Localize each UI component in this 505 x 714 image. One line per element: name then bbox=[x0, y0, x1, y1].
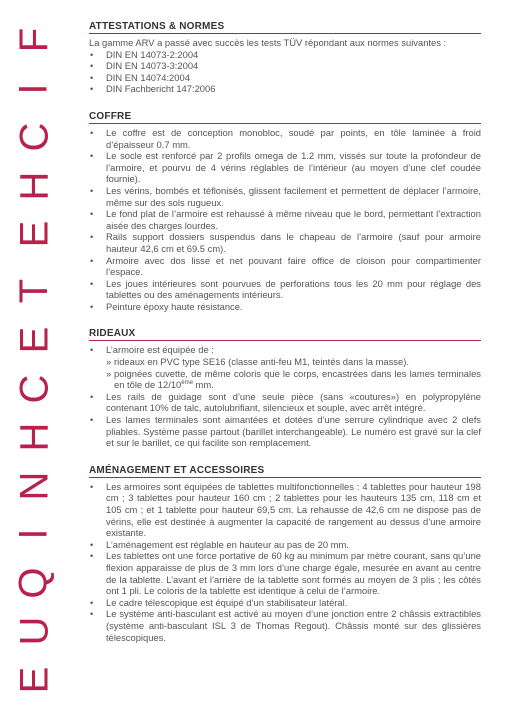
list-item: • Les lames terminales sont aimantées et dotées d’une serrure cylindrique avec 2 clefs pliables. Système passe partout (barillet interchangeable). Le numéro est gravé sur la clef et sur le barillet, ce qui facilite son remplacement. bbox=[89, 414, 481, 449]
list-item bbox=[89, 344, 481, 356]
list-item: • DIN EN 14074:2004 bbox=[89, 72, 481, 84]
side-title bbox=[4, 20, 64, 700]
section-attestations bbox=[89, 21, 481, 95]
section-rideaux bbox=[89, 328, 481, 448]
list-item: • Peinture époxy haute résistance. bbox=[89, 301, 481, 313]
side-title-letter: F bbox=[12, 27, 56, 53]
section-title: COFFRE bbox=[89, 111, 481, 124]
list-item-intro: L’armoire est équipée de : bbox=[106, 344, 214, 356]
list-item: • Le système anti-basculant est activé au moyen d’une jonction entre 2 châssis extractibles (système anti-basculant ISL 3 de Thomas Regout). Châssis monté sur des glissières télescopiques. bbox=[89, 608, 481, 643]
list-item: • Les vérins, bombés et téflonisés, glissent facilement et permettent de déplacer l’armoire, même sur des sols rugueux. bbox=[89, 185, 481, 208]
list-item: • DIN Fachbericht 147:2006 bbox=[89, 83, 481, 95]
list-item: • Les tablettes ont une force portative de 60 kg au minimum par mètre courant, sans qu’une flexion apparaisse de plus de 3 mm lors d’une charge égale, mesurée en avant au centre de la tablette. L’avant et l’arrière de la tablette sont formés au moyen de 3 plis ; les côtés ont 1 pli. Le coloris de la tablette est identique à celui de l’armoire. bbox=[89, 550, 481, 596]
section-amenagement bbox=[89, 465, 481, 643]
side-title-letter: H bbox=[11, 171, 56, 201]
section-title: ATTESTATIONS & NORMES bbox=[89, 21, 481, 34]
side-title-letter: U bbox=[11, 616, 56, 646]
list-item: • Armoire avec dos lisse et net pouvant faire office de cloison pour compartimenter l’espace. bbox=[89, 255, 481, 278]
coffre-list bbox=[89, 127, 481, 313]
section-title: AMÉNAGEMENT ET ACCESSOIRES bbox=[89, 465, 481, 478]
section-title: RIDEAUX bbox=[89, 328, 481, 341]
side-title-letter: I bbox=[12, 528, 56, 540]
sub-item bbox=[106, 368, 481, 391]
side-title-letter: E bbox=[12, 220, 56, 248]
side-title-letter: E bbox=[12, 326, 56, 354]
side-title-letter: C bbox=[11, 374, 56, 403]
side-title-letter: T bbox=[12, 279, 56, 304]
sub-item-text: poignées cuvette, de même coloris que le corps, encastrées dans les lames terminales en tôle de 12/10 bbox=[114, 367, 481, 391]
sub-item-text-end: mm. bbox=[192, 379, 214, 391]
side-title-letter: C bbox=[11, 122, 56, 152]
section-coffre bbox=[89, 111, 481, 313]
list-item: • Le fond plat de l’armoire est rehaussé à même niveau que le bord, permettant l’extraction aisée des charges lourdes. bbox=[89, 208, 481, 231]
list-item: • Le socle est renforcé par 2 profils omega de 1.2 mm, vissés sur toute la profondeur de l’armoire, et pourvu de 4 vérins réglables de l’intérieur (au moyen d’une clef coudée fournie). bbox=[89, 150, 481, 185]
side-title-letter: N bbox=[11, 471, 56, 501]
side-title-letter: E bbox=[12, 666, 56, 694]
side-title-letter: H bbox=[11, 422, 56, 452]
section-intro: La gamme ARV a passé avec succès les tests TÜV répondant aux normes suivantes : bbox=[89, 37, 447, 48]
document-content bbox=[89, 21, 481, 659]
amenagement-list bbox=[89, 481, 481, 643]
list-item: • Le cadre télescopique est équipé d’un stabilisateur latéral. bbox=[89, 597, 481, 609]
superscript: ème bbox=[181, 380, 193, 387]
norms-list bbox=[89, 49, 481, 95]
list-item: • Les rails de guidage sont d’une seule pièce (sans «coutures») en polypropylène contenant 10% de talc, autolubrifiant, silencieux et souple, avec arrêt intégré. bbox=[89, 391, 481, 414]
list-item: • DIN EN 14073-2:2004 bbox=[89, 49, 481, 61]
side-title-letter: I bbox=[12, 83, 56, 95]
list-item: • DIN EN 14073-3:2004 bbox=[89, 60, 481, 72]
list-item: • Rails support dossiers suspendus dans le chapeau de l’armoire (sauf pour armoire hauteur 42,6 cm et 69.5 cm). bbox=[89, 231, 481, 254]
sub-list bbox=[89, 356, 481, 391]
list-item: • Le coffre est de conception monobloc, soudé par points, en tôle laminée à froid d’épaisseur 0.7 mm. bbox=[89, 127, 481, 150]
list-item: • Les armoires sont équipées de tablettes multifonctionnelles : 4 tablettes pour hauteur 198 cm ; 3 tablettes pour hauteur 160 cm ; 2 tablettes pour les hauteurs 135 cm, 118 cm et 105 cm ; et 1 tablette pour hauteur 69,5 cm. La rehausse de 42,6 cm ne dispose pas de vérins, elle est destinée à augmenter la capacité de rangement au dessus d’une armoire existante. bbox=[89, 481, 481, 539]
list-item: • Les joues intérieures sont pourvues de perforations tous les 20 mm pour réglage des tablettes ou des aménagements intérieurs. bbox=[89, 278, 481, 301]
list-item: • L’aménagement est réglable en hauteur au pas de 20 mm. bbox=[89, 539, 481, 551]
rideaux-list bbox=[89, 344, 481, 448]
sub-item: » rideaux en PVC type SE16 (classe anti-feu M1, teintés dans la masse). bbox=[106, 356, 481, 368]
side-title-letter: Q bbox=[12, 567, 56, 599]
